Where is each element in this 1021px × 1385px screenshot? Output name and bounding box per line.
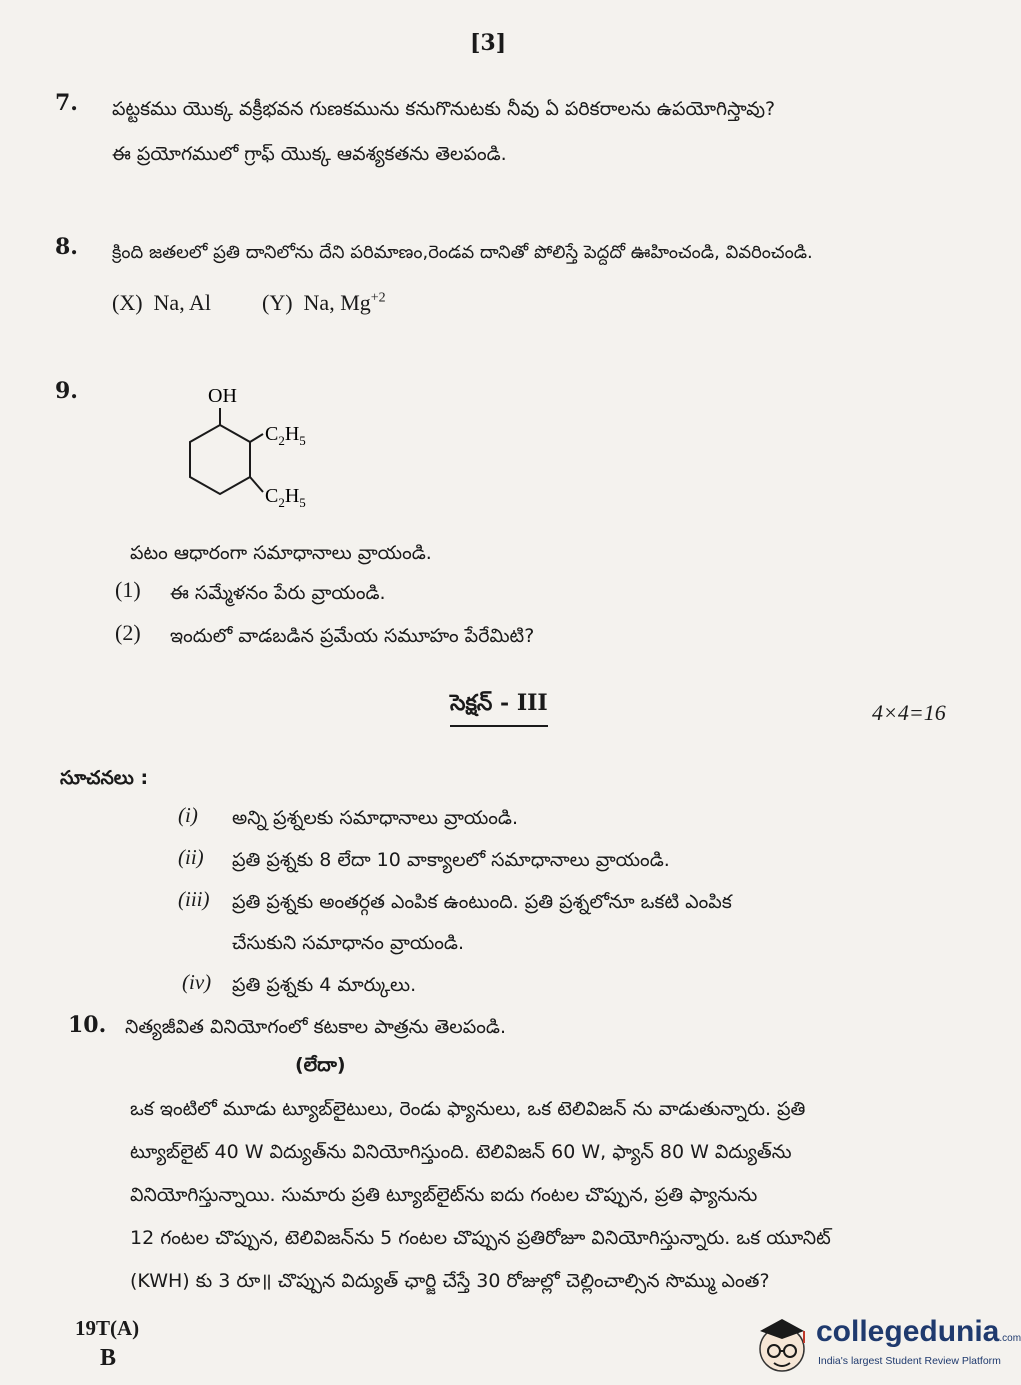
question-10-para-line-3: వినియోగిస్తున్నాయి. సుమారు ప్రతి ట్యూబ్‌లైట్‌ను ఐదు గంటల చొప్పున, ప్రతి ఫ్యానును	[130, 1184, 758, 1206]
paper-code: 19T(A)	[75, 1316, 140, 1340]
ethyl-label-2: $C_2H_5$	[265, 485, 306, 510]
instruction-2-text: ప్రతి ప్రశ్నకు 8 లేదా 10 వాక్యాలలో సమాధానాలు వ్రాయండి.	[232, 849, 670, 871]
question-10-number: 10.	[68, 1012, 107, 1038]
option-y-superscript: +2	[370, 290, 386, 306]
brand-name: collegedunia.com	[816, 1315, 1021, 1348]
question-7-number: 7.	[55, 90, 78, 116]
instruction-1-label: (i)	[178, 803, 198, 827]
question-9-intro: పటం ఆధారంగా సమాధానాలు వ్రాయండి.	[130, 542, 432, 564]
question-10-alternative	[130, 1088, 950, 1303]
ethyl-label-1: $C_2H_5$	[265, 423, 306, 448]
instruction-3-text-continued: చేసుకుని సమాధానం వ్రాయండి.	[232, 932, 465, 954]
question-9-sub1-label: (1)	[115, 577, 141, 602]
option-x-label: (X)	[112, 290, 143, 315]
question-7-line-2: ఈ ప్రయోగములో గ్రాఫ్ యొక్క ఆవశ్యకతను తెలపండి.	[112, 143, 507, 165]
option-y-value: Na, Mg	[303, 290, 371, 315]
question-10-para-line-2: ట్యూబ్‌లైట్ 40 W విద్యుత్‌ను వినియోగిస్తుంది. టెలివిజన్ 60 W, ఫ్యాన్ 80 W విద్యుత్‌ను	[130, 1141, 792, 1163]
question-10-line-1: నిత్యజీవిత వినియోగంలో కటకాల పాత్రను తెలపండి.	[125, 1016, 507, 1038]
question-7-line-1: పట్టకము యొక్క వక్రీభవన గుణకమును కనుగొనుటకు నీవు ఏ పరికరాలను ఉపయోగిస్తావు?	[112, 98, 776, 120]
question-8-options	[112, 290, 386, 316]
question-9-sub2-label: (2)	[115, 620, 141, 645]
chemical-structure-diagram	[170, 380, 370, 520]
instructions-heading: సూచనలు :	[60, 767, 149, 789]
option-x-value: Na, Al	[153, 290, 211, 315]
question-10-para-line-4: 12 గంటల చొప్పున, టెలివిజన్‌ను 5 గంటల చొప్పున ప్రతిరోజూ వినియోగిస్తున్నారు. ఒక యూనిట్	[130, 1227, 831, 1249]
instruction-4-text: ప్రతి ప్రశ్నకు 4 మార్కులు.	[232, 974, 417, 996]
question-10-para-line-5: (KWH) కు 3 రూ॥ చొప్పున విద్యుత్ ఛార్జి చేస్తే 30 రోజుల్లో చెల్లించాల్సిన సొమ్ము ఎంత?	[130, 1270, 770, 1292]
oh-label: OH	[208, 385, 237, 407]
question-9-number: 9.	[55, 378, 78, 404]
section-title: సెక్షన్ - III	[450, 690, 548, 727]
instruction-1-text: అన్ని ప్రశ్నలకు సమాధానాలు వ్రాయండి.	[232, 807, 519, 829]
section-marks: 4×4=16	[872, 700, 946, 725]
ethyl-bond-2	[250, 477, 263, 492]
option-y-label: (Y)	[262, 290, 293, 315]
paper-set: B	[100, 1345, 117, 1371]
question-10-para-line-1: ఒక ఇంటిలో మూడు ట్యూబ్‌లైటులు, రెండు ఫ్యానులు, ఒక టెలివిజన్ ను వాడుతున్నారు. ప్రతి	[130, 1098, 806, 1120]
instruction-3-text: ప్రతి ప్రశ్నకు అంతర్గత ఎంపిక ఉంటుంది. ప్రతి ప్రశ్నలోనూ ఒకటి ఎంపిక	[232, 891, 732, 913]
question-8-line-1: క్రింది జతలలో ప్రతి దానిలోను దేని పరిమాణం,రెండవ దానితో పోలిస్తే పెద్దదో ఊహించండి, వివరించండి.	[112, 242, 813, 263]
question-10-or: (లేదా)	[295, 1054, 346, 1076]
benzene-ring-shape	[190, 425, 250, 494]
instruction-2-label: (ii)	[178, 845, 204, 869]
instruction-4-label: (iv)	[182, 970, 212, 994]
question-9-sub2-text: ఇందులో వాడబడిన ప్రమేయ సమూహం పేరేమిటి?	[170, 625, 535, 647]
instruction-3-label: (iii)	[178, 887, 210, 911]
mascot-icon	[752, 1309, 812, 1381]
collegedunia-watermark	[752, 1305, 1021, 1385]
question-9-sub1-text: ఈ సమ్మేళనం పేరు వ్రాయండి.	[170, 582, 386, 604]
ethyl-bond-1	[250, 434, 263, 442]
page-number: [3]	[470, 30, 507, 56]
question-8-number: 8.	[55, 234, 78, 260]
brand-tagline: India's largest Student Review Platform	[818, 1355, 1001, 1367]
